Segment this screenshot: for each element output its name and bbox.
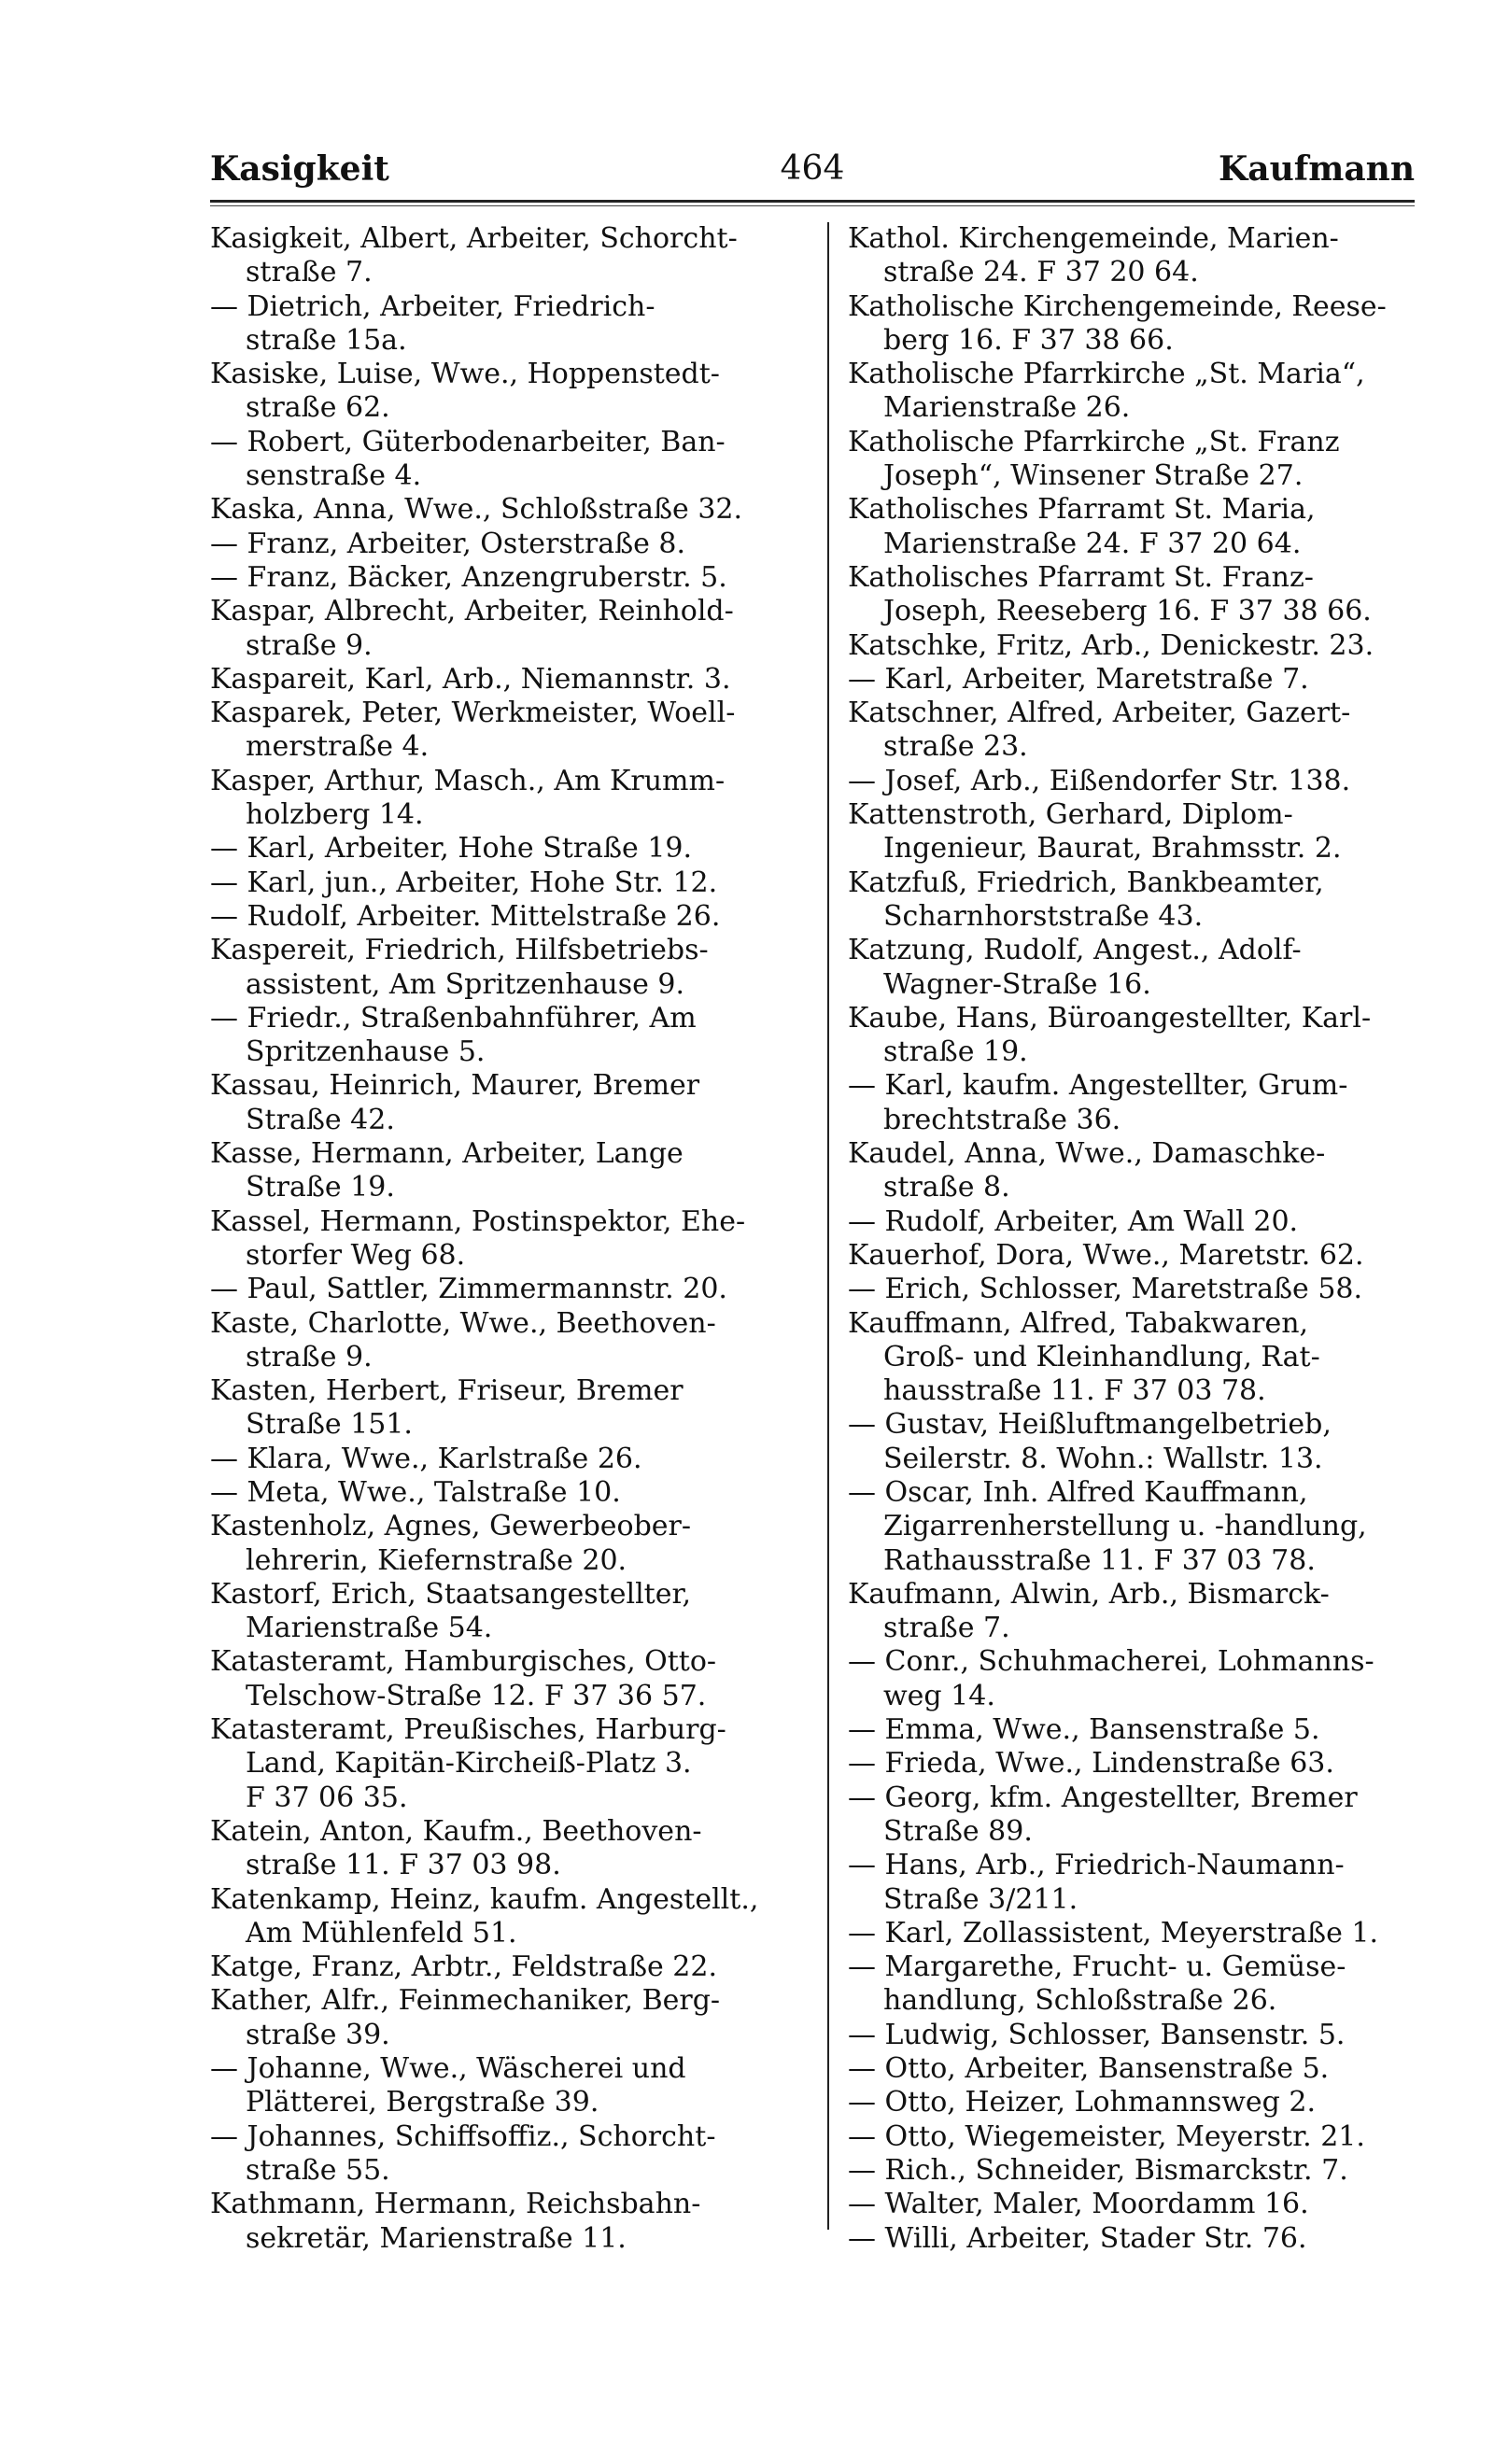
directory-entry (210, 1578, 812, 1646)
entry-first-line: — Dietrich, Arbeiter, Friedrich- (210, 289, 655, 323)
entry-continuation-line: Rathausstraße 11. F 37 03 78. (883, 1543, 1316, 1577)
entry-first-line: — Karl, kaufm. Angestellter, Grum- (848, 1069, 1348, 1103)
entry-continuation-line: holzberg 14. (246, 798, 424, 832)
directory-entry (848, 1273, 1417, 1306)
entry-first-line: — Willi, Arbeiter, Stader Str. 76. (848, 2221, 1307, 2255)
entry-continuation-line: straße 7. (883, 1612, 1010, 1645)
entry-first-line: Kauerhof, Dora, Wwe., Maretstr. 62. (848, 1238, 1364, 1272)
entry-continuation-line: straße 39. (246, 2018, 390, 2051)
entry-first-line: Kattenstroth, Gerhard, Diplom- (848, 798, 1293, 832)
entry-first-line: Katholisches Pfarramt St. Franz- (848, 560, 1314, 594)
header-rule (210, 200, 1415, 203)
directory-entry (210, 697, 812, 765)
directory-entry (210, 595, 812, 663)
entry-first-line: Kasparek, Peter, Werkmeister, Woell- (210, 697, 736, 730)
entry-first-line: Kaudel, Anna, Wwe., Damaschke- (848, 1137, 1326, 1171)
entry-first-line: — Hans, Arb., Friedrich-Naumann- (848, 1849, 1345, 1882)
entry-first-line: Katasteramt, Preußisches, Harburg- (210, 1713, 726, 1747)
entry-continuation-line: lehrerin, Kiefernstraße 20. (246, 1543, 627, 1577)
entry-first-line: — Johannes, Schiffsoffiz., Schorcht- (210, 2119, 716, 2153)
entry-first-line: Kasten, Herbert, Friseur, Bremer (210, 1374, 684, 1408)
directory-entry (848, 290, 1417, 359)
entry-continuation-line: berg 16. F 37 38 66. (883, 323, 1174, 357)
directory-entry (848, 1205, 1417, 1239)
directory-entry (210, 1950, 812, 1984)
entry-continuation-line: F 37 06 35. (246, 1781, 408, 1814)
directory-entry (210, 1137, 812, 1205)
directory-entry (848, 222, 1417, 290)
entry-continuation-line: Wagner-Straße 16. (883, 967, 1151, 1001)
directory-entry (210, 222, 812, 290)
directory-entry (210, 2052, 812, 2120)
entry-continuation-line: Zigarrenherstellung u. -handlung, (883, 1510, 1367, 1543)
entry-continuation-line: hausstraße 11. F 37 03 78. (883, 1374, 1266, 1408)
entry-continuation-line: handlung, Schloßstraße 26. (883, 1984, 1277, 2018)
entry-first-line: Kaska, Anna, Wwe., Schloßstraße 32. (210, 493, 743, 527)
directory-entry (210, 663, 812, 697)
entry-continuation-line: straße 62. (246, 391, 390, 425)
entry-continuation-line: sekretär, Marienstraße 11. (246, 2221, 627, 2255)
directory-entry (210, 1510, 812, 1578)
entry-continuation-line: Straße 19. (246, 1171, 395, 1204)
left-column (210, 222, 812, 2256)
directory-entry (848, 1849, 1417, 1917)
entry-continuation-line: straße 55. (246, 2153, 390, 2187)
entry-first-line: — Robert, Güterbodenarbeiter, Ban- (210, 425, 726, 458)
entry-first-line: Kaube, Hans, Büroangestellter, Karl- (848, 1001, 1372, 1035)
page-number: 464 (780, 149, 845, 188)
entry-first-line: — Karl, Zollassistent, Meyerstraße 1. (848, 1916, 1379, 1950)
entry-first-line: — Emma, Wwe., Bansenstraße 5. (848, 1713, 1320, 1747)
directory-entry (210, 832, 812, 866)
entry-continuation-line: straße 8. (883, 1171, 1010, 1204)
directory-entry (848, 1747, 1417, 1781)
directory-entry (210, 493, 812, 527)
directory-entry (210, 1205, 812, 1274)
directory-entry (848, 1781, 1417, 1850)
entry-first-line: Kathol. Kirchengemeinde, Marien- (848, 222, 1339, 255)
directory-entry (848, 1002, 1417, 1070)
directory-entry (848, 629, 1417, 663)
entry-continuation-line: Land, Kapitän-Kircheiß-Platz 3. (246, 1747, 692, 1781)
directory-entry (210, 1002, 812, 1070)
directory-entry (848, 1950, 1417, 2019)
entry-first-line: Katschke, Fritz, Arb., Denickestr. 23. (848, 628, 1374, 662)
entry-continuation-line: storfer Weg 68. (246, 1238, 466, 1272)
entry-first-line: — Margarethe, Frucht- u. Gemüse- (848, 1950, 1346, 1984)
entry-first-line: Kaspareit, Karl, Arb., Niemannstr. 3. (210, 662, 731, 696)
directory-entry (848, 866, 1417, 935)
entry-first-line: — Frieda, Wwe., Lindenstraße 63. (848, 1747, 1334, 1781)
entry-continuation-line: Marienstraße 54. (246, 1612, 493, 1645)
entry-continuation-line: Seilerstr. 8. Wohn.: Wallstr. 13. (883, 1442, 1323, 1475)
entry-continuation-line: Spritzenhause 5. (246, 1035, 486, 1069)
directory-entry (848, 2188, 1417, 2221)
directory-entry (210, 561, 812, 595)
directory-entry (848, 1137, 1417, 1205)
entry-first-line: Kaspar, Albrecht, Arbeiter, Reinhold- (210, 595, 734, 628)
directory-entry (848, 493, 1417, 561)
directory-entry (210, 1307, 812, 1375)
entry-first-line: Kassau, Heinrich, Maurer, Bremer (210, 1069, 700, 1103)
right-column (848, 222, 1417, 2256)
entry-first-line: Kastenholz, Agnes, Gewerbeober- (210, 1510, 692, 1543)
entry-continuation-line: straße 15a. (246, 323, 407, 357)
entry-continuation-line: Straße 89. (883, 1814, 1033, 1848)
entry-first-line: Katholisches Pfarramt St. Maria, (848, 493, 1316, 527)
entry-first-line: Katasteramt, Hamburgisches, Otto- (210, 1645, 717, 1679)
entry-first-line: Katenkamp, Heinz, kaufm. Angestellt., (210, 1882, 759, 1916)
entry-first-line: Kauffmann, Alfred, Tabakwaren, (848, 1306, 1309, 1340)
directory-entry (210, 934, 812, 1002)
directory-entry (210, 290, 812, 359)
directory-entry (848, 2154, 1417, 2188)
directory-entry (210, 900, 812, 934)
entry-continuation-line: Groß- und Kleinhandlung, Rat- (883, 1340, 1320, 1373)
entry-first-line: — Otto, Heizer, Lohmannsweg 2. (848, 2086, 1317, 2119)
directory-entry (848, 561, 1417, 629)
directory-entry (848, 1645, 1417, 1713)
directory-entry (848, 1408, 1417, 1476)
entry-first-line: — Johanne, Wwe., Wäscherei und (210, 2052, 686, 2086)
entry-continuation-line: Marienstraße 24. F 37 20 64. (883, 527, 1302, 560)
directory-entry (848, 663, 1417, 697)
entry-first-line: Kassel, Hermann, Postinspektor, Ehe- (210, 1204, 746, 1238)
entry-first-line: Katholische Kirchengemeinde, Reese- (848, 289, 1387, 323)
directory-entry (210, 1273, 812, 1306)
entry-first-line: — Rudolf, Arbeiter. Mittelstraße 26. (210, 899, 721, 933)
entry-first-line: Katholische Pfarrkirche „St. Franz (848, 425, 1340, 458)
entry-first-line: — Karl, Arbeiter, Hohe Straße 19. (210, 832, 693, 866)
entry-continuation-line: Am Mühlenfeld 51. (246, 1916, 517, 1950)
entry-continuation-line: Straße 151. (246, 1408, 413, 1442)
directory-entry (848, 2052, 1417, 2086)
entry-first-line: — Otto, Arbeiter, Bansenstraße 5. (848, 2052, 1330, 2086)
entry-first-line: Kastorf, Erich, Staatsangestellter, (210, 1577, 692, 1611)
entry-first-line: Katge, Franz, Arbtr., Feldstraße 22. (210, 1950, 717, 1984)
entry-first-line: — Josef, Arb., Eißendorfer Str. 138. (848, 764, 1351, 797)
directory-entry (210, 2188, 812, 2256)
entry-first-line: — Erich, Schlosser, Maretstraße 58. (848, 1273, 1363, 1306)
entry-first-line: Kaufmann, Alwin, Arb., Bismarck- (848, 1577, 1330, 1611)
directory-entry (848, 1917, 1417, 1950)
entry-continuation-line: Marienstraße 26. (883, 391, 1131, 425)
directory-entry (210, 1984, 812, 2052)
entry-continuation-line: Telschow-Straße 12. F 37 36 57. (246, 1679, 707, 1712)
directory-entry (210, 866, 812, 900)
directory-entry (848, 798, 1417, 866)
entry-continuation-line: Ingenieur, Baurat, Brahmsstr. 2. (883, 832, 1342, 866)
entry-continuation-line: assistent, Am Spritzenhause 9. (246, 967, 685, 1001)
entry-first-line: Katzung, Rudolf, Angest., Adolf- (848, 934, 1302, 967)
entry-first-line: — Otto, Wiegemeister, Meyerstr. 21. (848, 2119, 1365, 2153)
entry-first-line: Kasper, Arthur, Masch., Am Krumm- (210, 764, 726, 797)
entry-first-line: — Paul, Sattler, Zimmermannstr. 20. (210, 1273, 727, 1306)
entry-first-line: Katein, Anton, Kaufm., Beethoven- (210, 1814, 702, 1848)
directory-entry (848, 1307, 1417, 1409)
directory-entry (210, 1374, 812, 1443)
directory-entry (210, 528, 812, 561)
header-rule-thin (210, 205, 1415, 206)
directory-entry (210, 2120, 812, 2189)
entry-first-line: Kather, Alfr., Feinmechaniker, Berg- (210, 1984, 721, 2018)
directory-entry (848, 765, 1417, 798)
directory-entry (210, 1069, 812, 1137)
entry-first-line: Katzfuß, Friedrich, Bankbeamter, (848, 866, 1324, 899)
entry-continuation-line: weg 14. (883, 1679, 995, 1712)
entry-first-line: — Conr., Schuhmacherei, Lohmanns- (848, 1645, 1374, 1679)
entry-first-line: — Walter, Maler, Moordamm 16. (848, 2188, 1309, 2221)
directory-entry (848, 697, 1417, 765)
entry-first-line: — Meta, Wwe., Talstraße 10. (210, 1475, 621, 1509)
entry-continuation-line: straße 9. (246, 1340, 373, 1373)
entry-continuation-line: straße 19. (883, 1035, 1028, 1069)
entry-continuation-line: Straße 3/211. (883, 1882, 1078, 1916)
entry-first-line: — Gustav, Heißluftmangelbetrieb, (848, 1408, 1332, 1442)
entry-continuation-line: straße 24. F 37 20 64. (883, 256, 1199, 289)
entry-first-line: Kasse, Hermann, Arbeiter, Lange (210, 1137, 684, 1171)
directory-entry (210, 1443, 812, 1476)
entry-continuation-line: Plätterei, Bergstraße 39. (246, 2086, 599, 2119)
entry-continuation-line: straße 9. (246, 628, 373, 662)
header-left-keyword: Kasigkeit (210, 149, 389, 189)
entry-continuation-line: Scharnhorststraße 43. (883, 899, 1204, 933)
directory-entry (210, 1476, 812, 1510)
directory-entry (848, 934, 1417, 1002)
entry-first-line: — Ludwig, Schlosser, Bansenstr. 5. (848, 2018, 1346, 2051)
header-right-keyword: Kaufmann (1218, 149, 1415, 189)
entry-first-line: — Friedr., Straßenbahnführer, Am (210, 1001, 697, 1035)
directory-entry (210, 1815, 812, 1883)
entry-first-line: Kasiske, Luise, Wwe., Hoppenstedt- (210, 358, 720, 391)
entry-first-line: — Klara, Wwe., Karlstraße 26. (210, 1442, 642, 1475)
directory-entry (848, 2019, 1417, 2052)
entry-continuation-line: Straße 42. (246, 1103, 395, 1136)
entry-first-line: — Georg, kfm. Angestellter, Bremer (848, 1781, 1358, 1814)
entry-first-line: — Karl, jun., Arbeiter, Hohe Str. 12. (210, 866, 718, 899)
entry-continuation-line: Joseph, Reeseberg 16. F 37 38 66. (883, 595, 1372, 628)
entry-continuation-line: merstraße 4. (246, 730, 430, 764)
column-divider (827, 222, 829, 2230)
page-header (210, 149, 1415, 205)
entry-continuation-line: straße 23. (883, 730, 1028, 764)
entry-first-line: — Franz, Bäcker, Anzengruberstr. 5. (210, 560, 727, 594)
entry-continuation-line: straße 11. F 37 03 98. (246, 1849, 561, 1882)
directory-entry (848, 1069, 1417, 1137)
entry-first-line: — Oscar, Inh. Alfred Kauffmann, (848, 1475, 1308, 1509)
directory-entry (210, 426, 812, 494)
directory-entry (210, 1645, 812, 1713)
entry-first-line: — Rudolf, Arbeiter, Am Wall 20. (848, 1204, 1299, 1238)
entry-first-line: Katholische Pfarrkirche „St. Maria“, (848, 358, 1365, 391)
directory-entry (848, 2086, 1417, 2119)
entry-continuation-line: brechtstraße 36. (883, 1103, 1121, 1136)
directory-entry (848, 1578, 1417, 1646)
entry-first-line: Kaste, Charlotte, Wwe., Beethoven- (210, 1306, 716, 1340)
entry-first-line: Katschner, Alfred, Arbeiter, Gazert- (848, 697, 1351, 730)
directory-entry (210, 358, 812, 426)
directory-entry (210, 1713, 812, 1815)
directory-entry (210, 1883, 812, 1951)
directory-entry (848, 426, 1417, 494)
directory-entry (848, 1713, 1417, 1747)
directory-entry (848, 358, 1417, 426)
entry-first-line: — Franz, Arbeiter, Osterstraße 8. (210, 527, 686, 560)
entry-first-line: — Rich., Schneider, Bismarckstr. 7. (848, 2153, 1348, 2187)
entry-first-line: Kasigkeit, Albert, Arbeiter, Schorcht- (210, 222, 738, 255)
directory-entry (848, 2222, 1417, 2256)
entry-first-line: Kaspereit, Friedrich, Hilfsbetriebs- (210, 934, 709, 967)
entry-continuation-line: Joseph“, Winsener Straße 27. (883, 459, 1304, 493)
entry-continuation-line: senstraße 4. (246, 459, 422, 493)
entry-first-line: — Karl, Arbeiter, Maretstraße 7. (848, 662, 1309, 696)
directory-entry (848, 2120, 1417, 2154)
entry-continuation-line: straße 7. (246, 256, 373, 289)
directory-entry (210, 765, 812, 833)
entry-first-line: Kathmann, Hermann, Reichsbahn- (210, 2188, 701, 2221)
directory-entry (848, 1239, 1417, 1273)
directory-entry (848, 1476, 1417, 1578)
